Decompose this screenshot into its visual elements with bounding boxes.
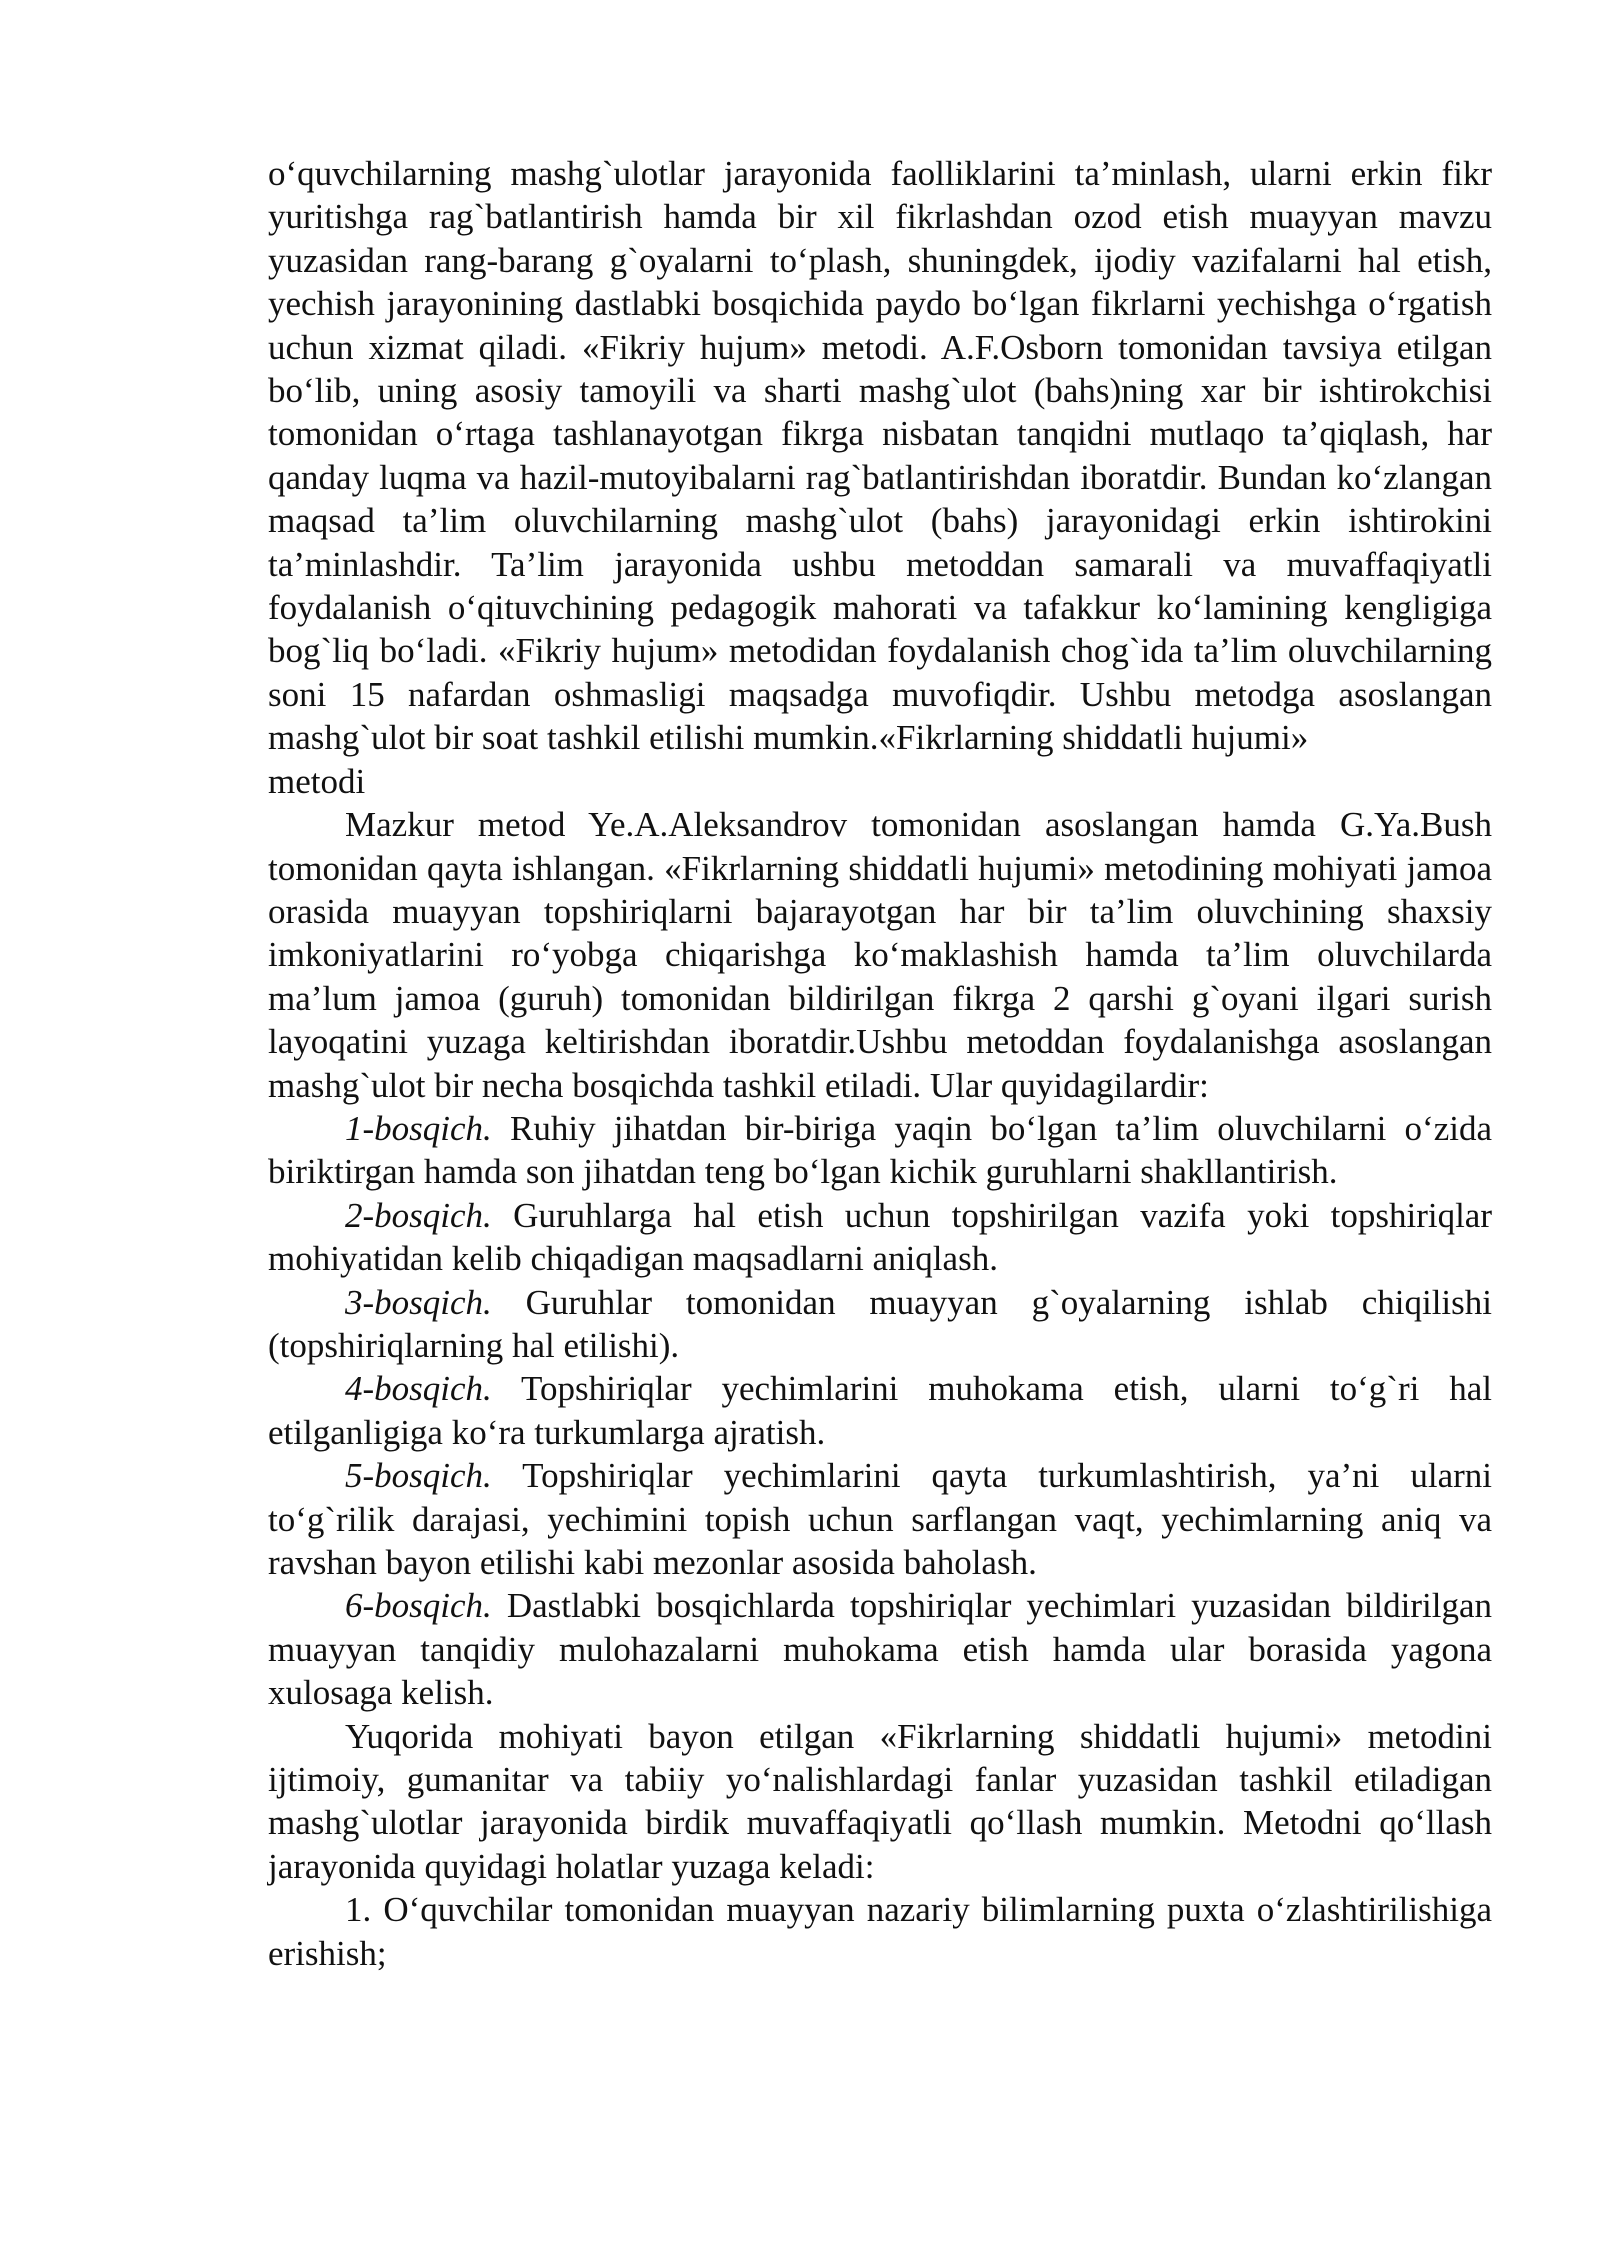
paragraph-mazkur-metod: Mazkur metod Ye.A.Aleksandrov tomonidan asoslangan hamda G.Ya.Bush tomonidan qayta ishlangan. «Fikrlarning shiddatli hujumi» metodining mohiyati jamoa orasida muayyan topshiriqlarni bajarayotgan har bir ta’lim oluvchining shaxsiy imkoniyatlarini ro‘yobga chiqarishga ko‘maklashish hamda ta’lim oluvchilarda ma’lum jamoa (guruh) tomonidan bildirilgan fikrga 2 qarshi g`oyani ilgari surish layoqatini yuzaga keltirishdan iboratdir.Ushbu metoddan foydalanishga asoslangan mashg`ulot bir necha bosqichda tashkil etiladi. Ular quyidagilardir:: [268, 805, 1492, 1105]
stage-5-label: 5-bosqich.: [345, 1456, 492, 1496]
stage-3-label: 3-bosqich.: [345, 1282, 492, 1322]
stage-4: [268, 1367, 1492, 1454]
stage-2-label: 2-bosqich.: [345, 1195, 492, 1235]
paragraph-closing: Yuqorida mohiyati bayon etilgan «Fikrlarning shiddatli hujumi» metodini ijtimoiy, gumanitar va tabiiy yo‘nalishlardagi fanlar yuzasidan tashkil etiladigan mashg`ulotlar jarayonida birdik muvaffaqiyatli qo‘llash mumkin. Metodni qo‘llash jarayonida quyidagi holatlar yuzaga keladi:: [268, 1716, 1492, 1886]
stage-6-label: 6-bosqich.: [345, 1586, 492, 1626]
stage-1-label: 1-bosqich.: [345, 1108, 492, 1148]
stage-6-text: Dastlabki bosqichlarda topshiriqlar yechimlari yuzasidan bildirilgan muayyan tanqidiy mulohazalarni muhokama etish hamda ular borasida yagona xulosaga kelish.: [268, 1586, 1492, 1713]
stage-2: [268, 1194, 1492, 1281]
stage-1: [268, 1107, 1492, 1194]
list-item: 1. O‘quvchilar tomonidan muayyan nazariy bilimlarning puxta o‘zlashtirilishiga erishish;: [268, 1890, 1492, 1973]
stage-5-text: Topshiriqlar yechimlarini qayta turkumlashtirish, ya’ni ularni to‘g`rilik darajasi, yechimini topish uchun sarflangan vaqt, yechimlarning aniq va ravshan bayon etilishi kabi mezonlar asosida baholash.: [268, 1456, 1492, 1582]
stage-5: [268, 1454, 1492, 1584]
stage-4-text: Topshiriqlar yechimlarini muhokama etish, ularni to‘g`ri hal etilganligiga ko‘ra turkumlarga ajratish.: [268, 1369, 1492, 1452]
stage-4-label: 4-bosqich.: [345, 1369, 492, 1409]
stage-2-text: Guruhlarga hal etish uchun topshirilgan vazifa yoki topshiriqlar mohiyatidan kelib chiqadigan maqsadlarni aniqlash.: [268, 1195, 1492, 1279]
stage-1-text: Ruhiy jihatdan bir-biriga yaqin bo‘lgan ta’lim oluvchilarni o‘zida biriktirgan hamda son jihatdan teng bo‘lgan kichik guruhlarni shakllantirish.: [268, 1108, 1492, 1192]
stage-3: [268, 1281, 1492, 1368]
stage-3-text: Guruhlar tomonidan muayyan g`oyalarning ishlab chiqilishi (topshiriqlarning hal etilishi).: [268, 1282, 1492, 1365]
stage-6: [268, 1584, 1492, 1714]
document-page: [268, 152, 1492, 1975]
paragraph-metodi: metodi: [268, 761, 366, 801]
paragraph-fikriy-hujum: o‘quvchilarning mashg`ulotlar jarayonida faolliklarini ta’minlash, ularni erkin fikr yuritishga rag`batlantirish hamda bir xil fikrlashdan ozod etish muayyan mavzu yuzasidan rang-barang g`oyalarni to‘plash, shuningdek, ijodiy vazifalarni hal etish, yechish jarayonining dastlabki bosqichida paydo bo‘lgan fikrlarni yechishga o‘rgatish uchun xizmat qiladi. «Fikriy hujum» metodi. A.F.Osborn tomonidan tavsiya etilgan bo‘lib, uning asosiy tamoyili va sharti mashg`ulot (bahs)ning xar bir ishtirokchisi tomonidan o‘rtaga tashlanayotgan fikrga nisbatan tanqidni mutlaqo ta’qiqlash, har qanday luqma va hazil-mutoyibalarni rag`batlantirishdan iboratdir. Bundan ko‘zlangan maqsad ta’lim oluvchilarning mashg`ulot (bahs) jarayonidagi erkin ishtirokini ta’minlashdir. Ta’lim jarayonida ushbu metoddan samarali va muvaffaqiyatli foydalanish o‘qituvchining pedagogik mahorati va tafakkur ko‘lamining kengligiga bog`liq bo‘ladi. «Fikriy hujum» metodidan foydalanish chog`ida ta’lim oluvchilarning soni 15 nafardan oshmasligi maqsadga muvofiqdir. Ushbu metodga asoslangan mashg`ulot bir soat tashkil etilishi mumkin.«Fikrlarning shiddatli hujumi»: [268, 154, 1492, 758]
